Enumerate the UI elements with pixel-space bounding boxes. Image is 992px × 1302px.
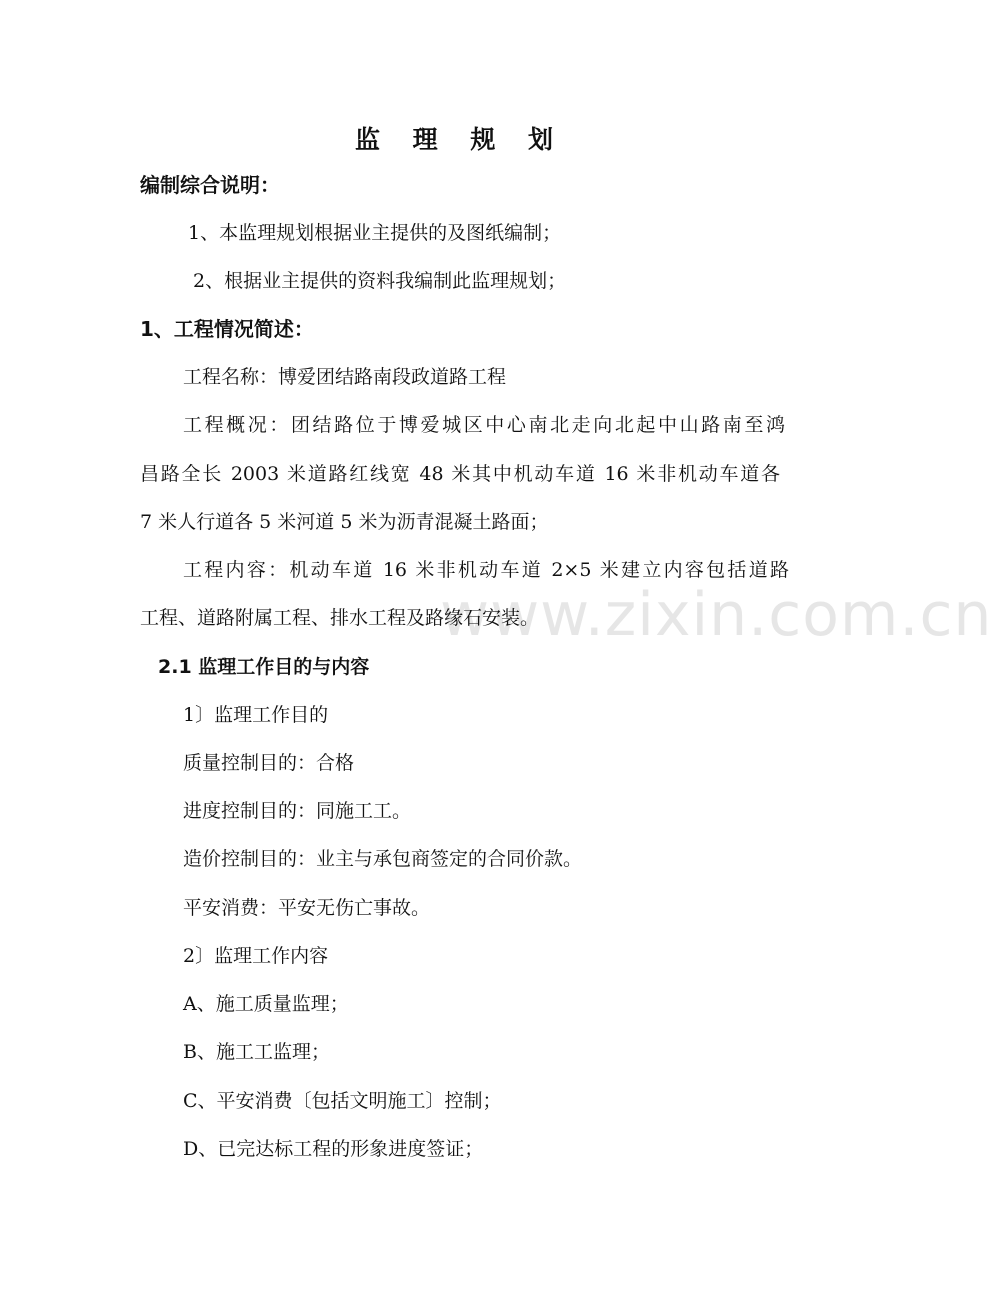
goals-heading: 1〕监理工作目的 [183,704,329,726]
content-heading: 2〕监理工作内容 [183,945,329,967]
overview-line: 工程概况：团结路位于博爱城区中心南北走向北起中山路南至鸿 [183,414,785,436]
content-line: 工程、道路附属工程、排水工程及路缘石安装。 [140,607,540,629]
content-item: B、施工工监理； [183,1041,330,1063]
content-item: C、平安消费〔包括文明施工〕控制； [183,1090,502,1112]
overview-line: 昌路全长 2003 米道路红线宽 48 米其中机动车道 16 米非机动车道各 [140,463,780,485]
general-item: 2、根据业主提供的资料我编制此监理规划； [193,270,567,292]
document-title: 监 理 规 划 [354,125,566,154]
goal-item: 质量控制目的：合格 [183,752,355,774]
section1-heading: 1、工程情况简述： [140,317,314,341]
general-item: 1、本监理规划根据业主提供的及图纸编制； [188,222,562,244]
watermark: www.zixin.com.cn [440,580,992,650]
section2-heading: 2.1 监理工作目的与内容 [158,656,370,678]
general-heading: 编制综合说明： [140,173,280,197]
goal-item: 造价控制目的：业主与承包商签定的合同价款。 [183,848,583,870]
content-line: 工程内容：机动车道 16 米非机动车道 2×5 米建立内容包括道路 [183,559,789,581]
content-item: A、施工质量监理； [183,993,349,1015]
project-name: 工程名称：博爱团结路南段政道路工程 [183,366,507,388]
goal-item: 进度控制目的：同施工工。 [183,800,412,822]
content-item: D、已完达标工程的形象进度签证； [183,1138,484,1160]
overview-line: 7 米人行道各 5 米河道 5 米为沥青混凝土路面； [140,511,549,533]
goal-item: 平安消费：平安无伤亡事故。 [183,897,431,919]
